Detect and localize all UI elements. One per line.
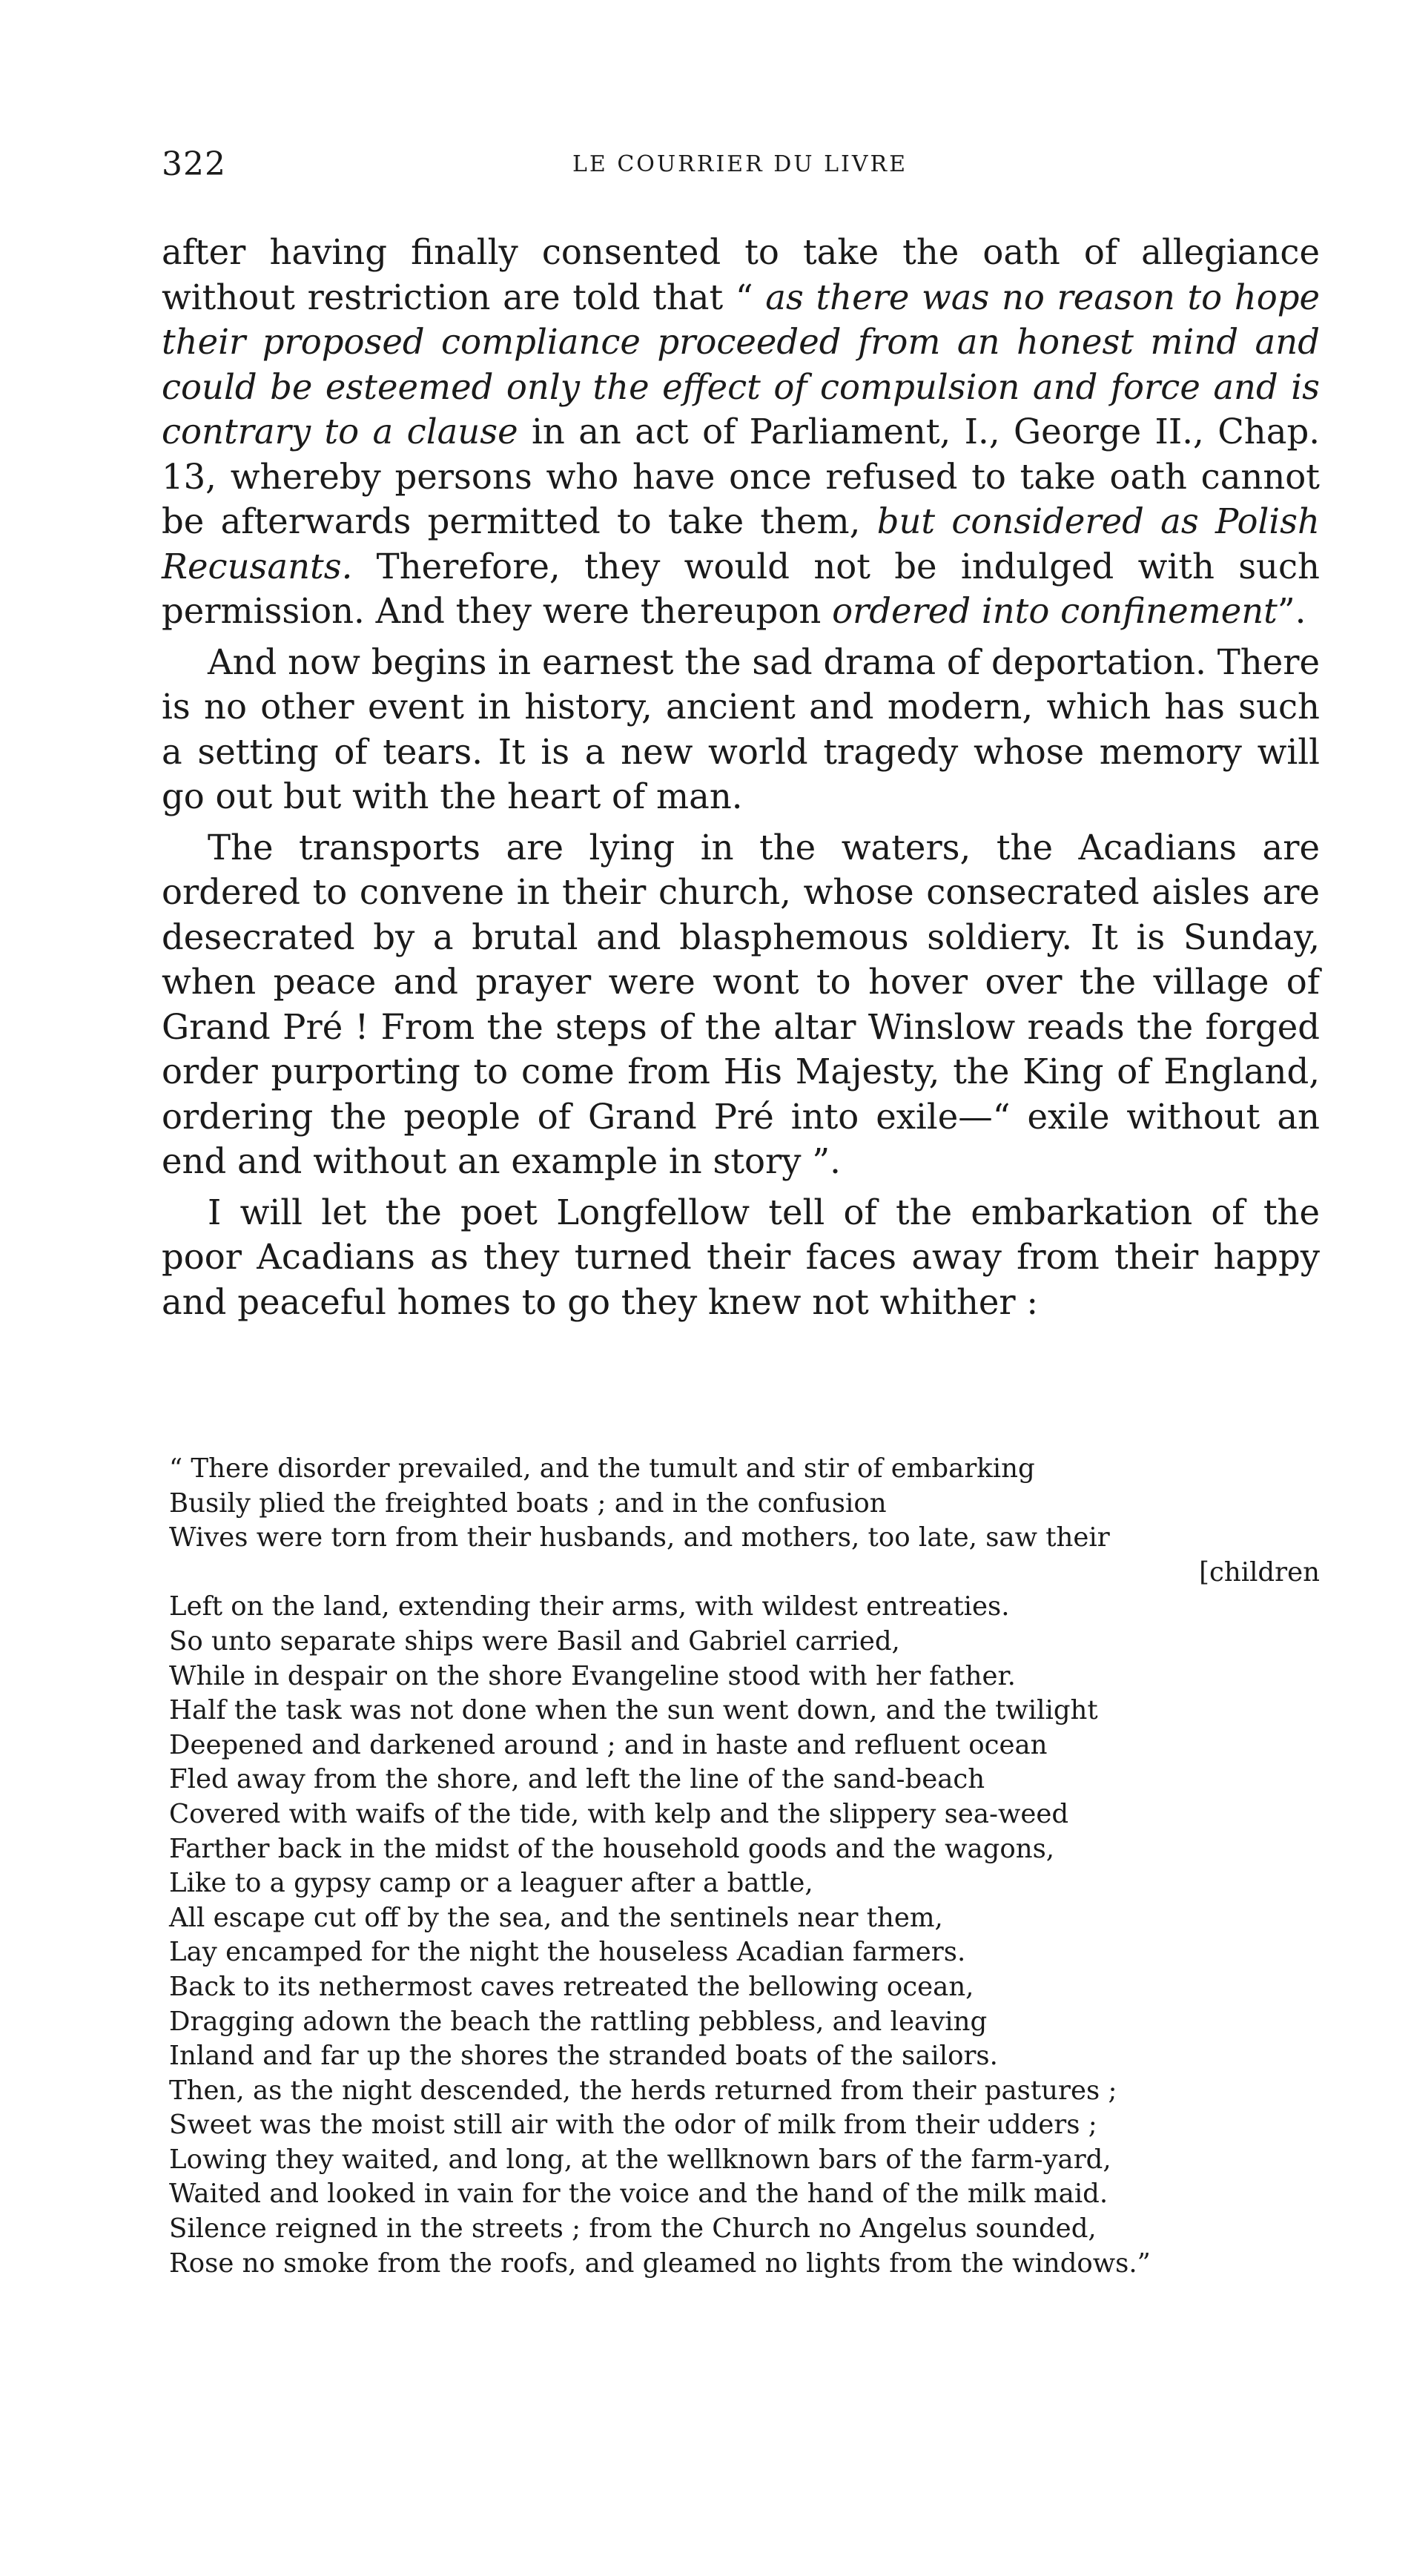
poem-line: Wives were torn from their husbands, and mothers, too late, saw their bbox=[169, 1522, 1110, 1553]
poem-line: So unto separate ships were Basil and Gabriel carried, bbox=[169, 1625, 900, 1657]
poem-line: Sweet was the moist still air with the odor of milk from their udders ; bbox=[169, 2110, 1097, 2141]
paragraph bbox=[162, 230, 1320, 634]
body-text bbox=[162, 230, 1320, 1330]
poem-line: Busily plied the freighted boats ; and in the confusion bbox=[169, 1487, 887, 1519]
poem-line: Waited and looked in vain for the voice and the hand of the milk maid. bbox=[169, 2179, 1108, 2210]
text-segment: I will let the poet Longfellow tell of the embarkation of the poor Acadians as they turned their faces away from their happy and peaceful homes to go they knew not whither : bbox=[162, 1192, 1320, 1322]
text-segment: in an act of Parliament, I., George II., Chap. 13, whereby persons who have once refused to take oath cannot be afterwards permitted to take them, bbox=[162, 412, 1320, 541]
text-segment: The transports are lying in the waters, the Acadians are ordered to convene in their church, whose consecrated aisles are desecrated by a brutal and blasphemous soldiery. It is Sunday, when peace and prayer were wont to hover over the village of Grand Pré ! From the steps of the altar Winslow reads the forged order purporting to come from His Majesty, the King of England, ordering the people of Grand Pré into exile—“ exile without an end and without an example in story ”. bbox=[162, 827, 1320, 1181]
poem-quotation bbox=[169, 1452, 1320, 2281]
text-segment: And now begins in earnest the sad drama of deportation. There is no other event in history, ancient and modern, which has such a setting of tears. It is a new world tragedy whose memory will go out but with the heart of man. bbox=[162, 641, 1320, 816]
poem-line: Silence reigned in the streets ; from the Church no Angelus sounded, bbox=[169, 2213, 1097, 2245]
poem-line: All escape cut off by the sea, and the sentinels near them, bbox=[169, 1902, 943, 1933]
page-number: 322 bbox=[162, 145, 226, 183]
paragraph bbox=[162, 825, 1320, 1184]
poem-line: Rose no smoke from the roofs, and gleamed no lights from the windows.” bbox=[169, 2248, 1151, 2279]
poem-line: Fled away from the shore, and left the line of the sand-beach bbox=[169, 1764, 985, 1795]
poem-line: While in despair on the shore Evangeline stood with her father. bbox=[169, 1660, 1016, 1691]
text-segment: after having finally consented to take the oath of allegiance without restriction are told that “ bbox=[162, 232, 1320, 317]
poem-line: Dragging adown the beach the rattling pebbless, and leaving bbox=[169, 2006, 988, 2037]
text-segment: Therefore, they would not be indulged with such permission. And they were thereupon bbox=[162, 546, 1320, 631]
poem-line: “ There disorder prevailed, and the tumult and stir of embarking bbox=[169, 1453, 1035, 1484]
poem-line: [children bbox=[1199, 1556, 1320, 1588]
poem-line: Covered with waifs of the tide, with kelp and the slippery sea-weed bbox=[169, 1798, 1069, 1829]
text-segment: ”. bbox=[1277, 591, 1306, 631]
poem-line: Back to its nethermost caves retreated the bellowing ocean, bbox=[169, 1971, 974, 2002]
running-head: LE COURRIER DU LIVRE bbox=[572, 151, 908, 177]
paragraph bbox=[162, 1190, 1320, 1325]
poem-line: Left on the land, extending their arms, with wildest entreaties. bbox=[169, 1591, 1010, 1622]
italic-text: ordered into confinement bbox=[832, 591, 1278, 631]
poem-line: Farther back in the midst of the household goods and the wagons, bbox=[169, 1833, 1055, 1864]
paragraph bbox=[162, 640, 1320, 819]
poem-line: Then, as the night descended, the herds returned from their pastures ; bbox=[169, 2075, 1117, 2106]
page-header bbox=[162, 145, 1318, 190]
poem-line: Inland and far up the shores the stranded boats of the sailors. bbox=[169, 2041, 998, 2072]
poem-line: Lay encamped for the night the houseless Acadian farmers. bbox=[169, 1937, 966, 1968]
poem-line: Lowing they waited, and long, at the wellknown bars of the farm-yard, bbox=[169, 2144, 1111, 2175]
italic-text: as there was no reason to hope their proposed compliance proceeded from an honest mind and could be esteemed only the effect of compulsion and force and is contrary to a clause bbox=[162, 277, 1320, 452]
poem-line: Like to a gypsy camp or a leaguer after a battle, bbox=[169, 1868, 813, 1899]
italic-text: but considered as Polish Recusants. bbox=[162, 501, 1320, 587]
poem-line: Deepened and darkened around ; and in haste and refluent ocean bbox=[169, 1729, 1048, 1760]
poem-line: Half the task was not done when the sun went down, and the twilight bbox=[169, 1695, 1098, 1726]
